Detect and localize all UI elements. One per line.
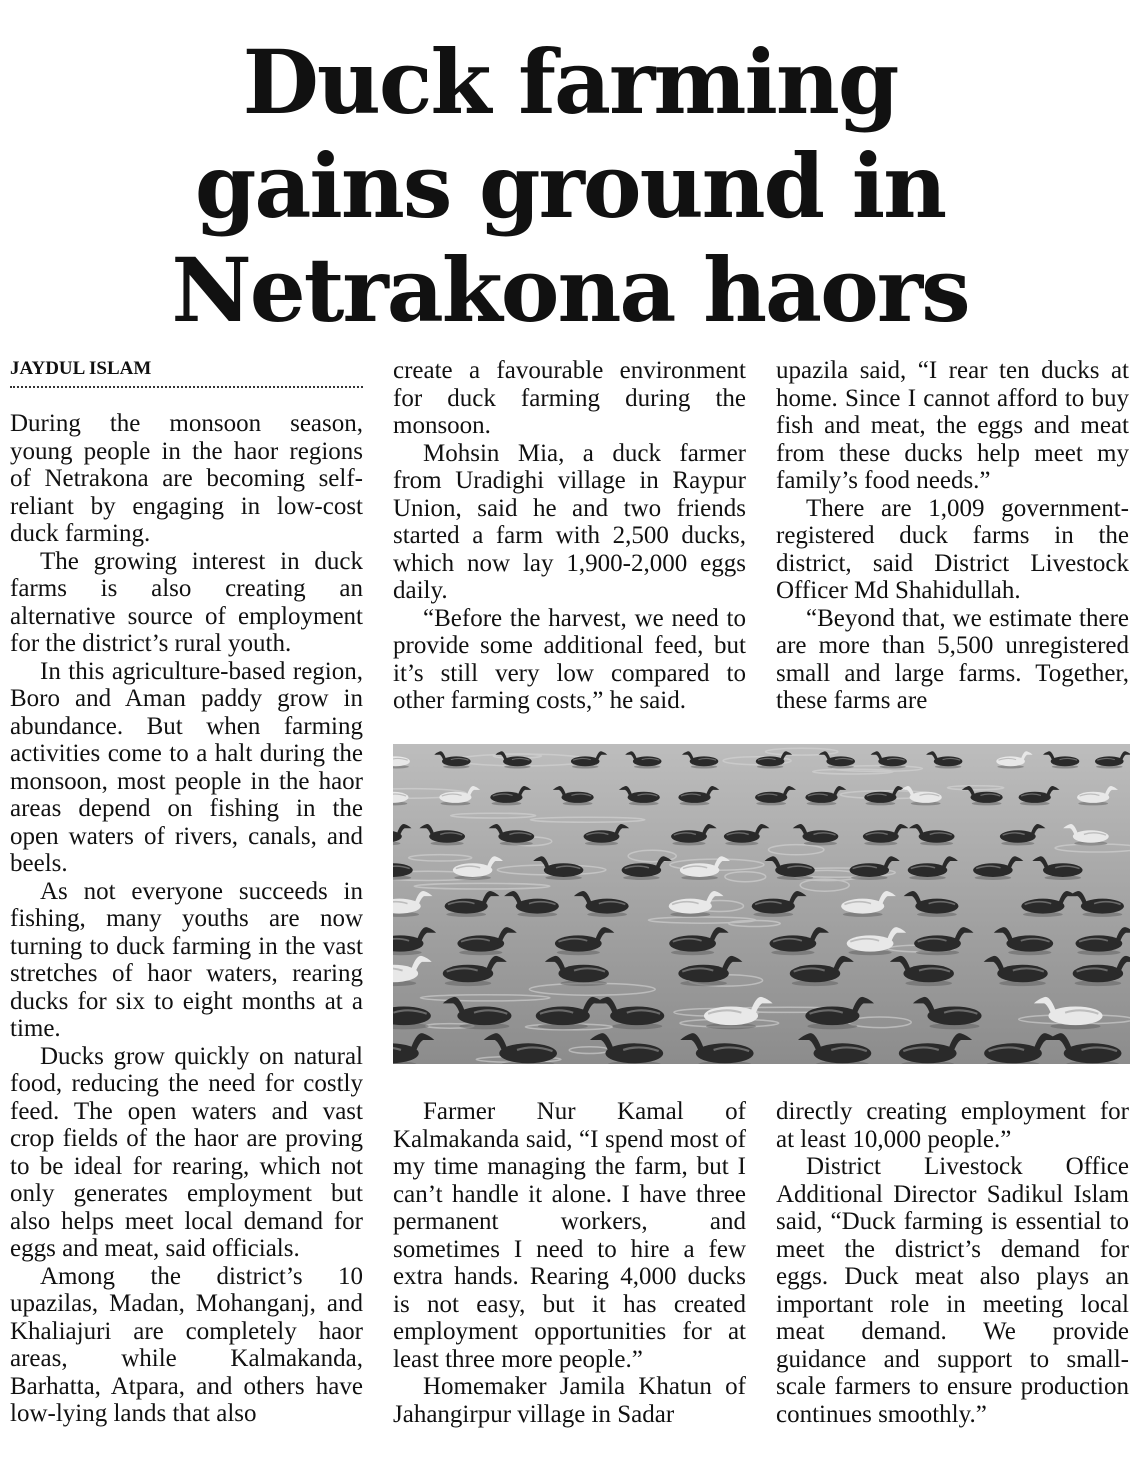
headline-line-1: Duck farming [242, 30, 898, 134]
column-3-bottom [776, 1098, 1129, 1463]
column-2-top [393, 357, 746, 717]
column-2-bottom [393, 1098, 746, 1463]
ducks-photo [393, 744, 1130, 1064]
paragraph: The growing interest in duck farms is also creating an alternative source of employment for the district’s rural youth. [10, 547, 363, 657]
paragraph: Among the district’s 10 upazilas, Madan, Mohanganj, and Khaliajuri are completely haor areas, while Kalmakanda, Barhatta, Atpara, and others have low-lying lands that also [10, 1262, 363, 1427]
paragraph: District Livestock Office Additional Director Sadikul Islam said, “Duck farming is essential to meet the district’s demand for eggs. Duck meat also plays an important role in meeting local meat demand. We provide guidance and support to small-scale farmers to ensure production continues smoothly.” [776, 1153, 1129, 1428]
paragraph-continuation: create a favourable environment for duck farming during the monsoon. [393, 357, 746, 439]
paragraph: There are 1,009 government-registered duck farms in the district, said District Livestock Officer Md Shahidullah. [776, 494, 1129, 604]
paragraph: During the monsoon season, young people in the haor regions of Netrakona are becoming self-reliant by engaging in low-cost duck farming. [10, 410, 363, 547]
paragraph: Ducks grow quickly on natural food, reducing the need for costly feed. The open waters and vast crop fields of the haor are proving to be ideal for rearing, which not only generates employment but also helps meet local demand for eggs and meat, said officials. [10, 1042, 363, 1262]
headline-line-3: Netrakona haors [171, 238, 969, 342]
column-3-top [776, 357, 1129, 717]
byline: JAYDUL ISLAM [10, 358, 363, 388]
paragraph: Homemaker Jamila Khatun of Jahangirpur village in Sadar [393, 1373, 746, 1428]
paragraph: “Beyond that, we estimate there are more than 5,500 unregistered small and large farms. Together, these farms are [776, 604, 1129, 714]
paragraph: In this agriculture-based region, Boro and Aman paddy grow in abundance. But when farming activities come to a halt during the monsoon, most people in the haor areas depend on fishing in the open waters of rivers, canals, and beels. [10, 657, 363, 877]
paragraph: As not everyone succeeds in fishing, many youths are now turning to duck farming in the vast stretches of haor waters, rearing ducks for six to eight months at a time. [10, 877, 363, 1042]
paragraph-continuation: upazila said, “I rear ten ducks at home. Since I cannot afford to buy fish and meat, the eggs and meat from these ducks help meet my family’s food needs.” [776, 357, 1129, 494]
column-1 [10, 410, 363, 1460]
ducks-photo-icon [393, 744, 1130, 1064]
paragraph-continuation: directly creating employment for at least 10,000 people.” [776, 1098, 1129, 1153]
paragraph: Mohsin Mia, a duck farmer from Uradighi village in Raypur Union, said he and two friends started a farm with 2,500 ducks, which now lay 1,900-2,000 eggs daily. [393, 439, 746, 604]
headline [0, 30, 1140, 342]
headline-line-2: gains ground in [194, 134, 946, 238]
paragraph: “Before the harvest, we need to provide some additional feed, but it’s still very low compared to other farming costs,” he said. [393, 604, 746, 714]
paragraph: Farmer Nur Kamal of Kalmakanda said, “I spend most of my time managing the farm, but I can’t handle it alone. I have three permanent workers, and sometimes I need to hire a few extra hands. Rearing 4,000 ducks is not easy, but it has created employment opportunities for at least three more people.” [393, 1098, 746, 1373]
